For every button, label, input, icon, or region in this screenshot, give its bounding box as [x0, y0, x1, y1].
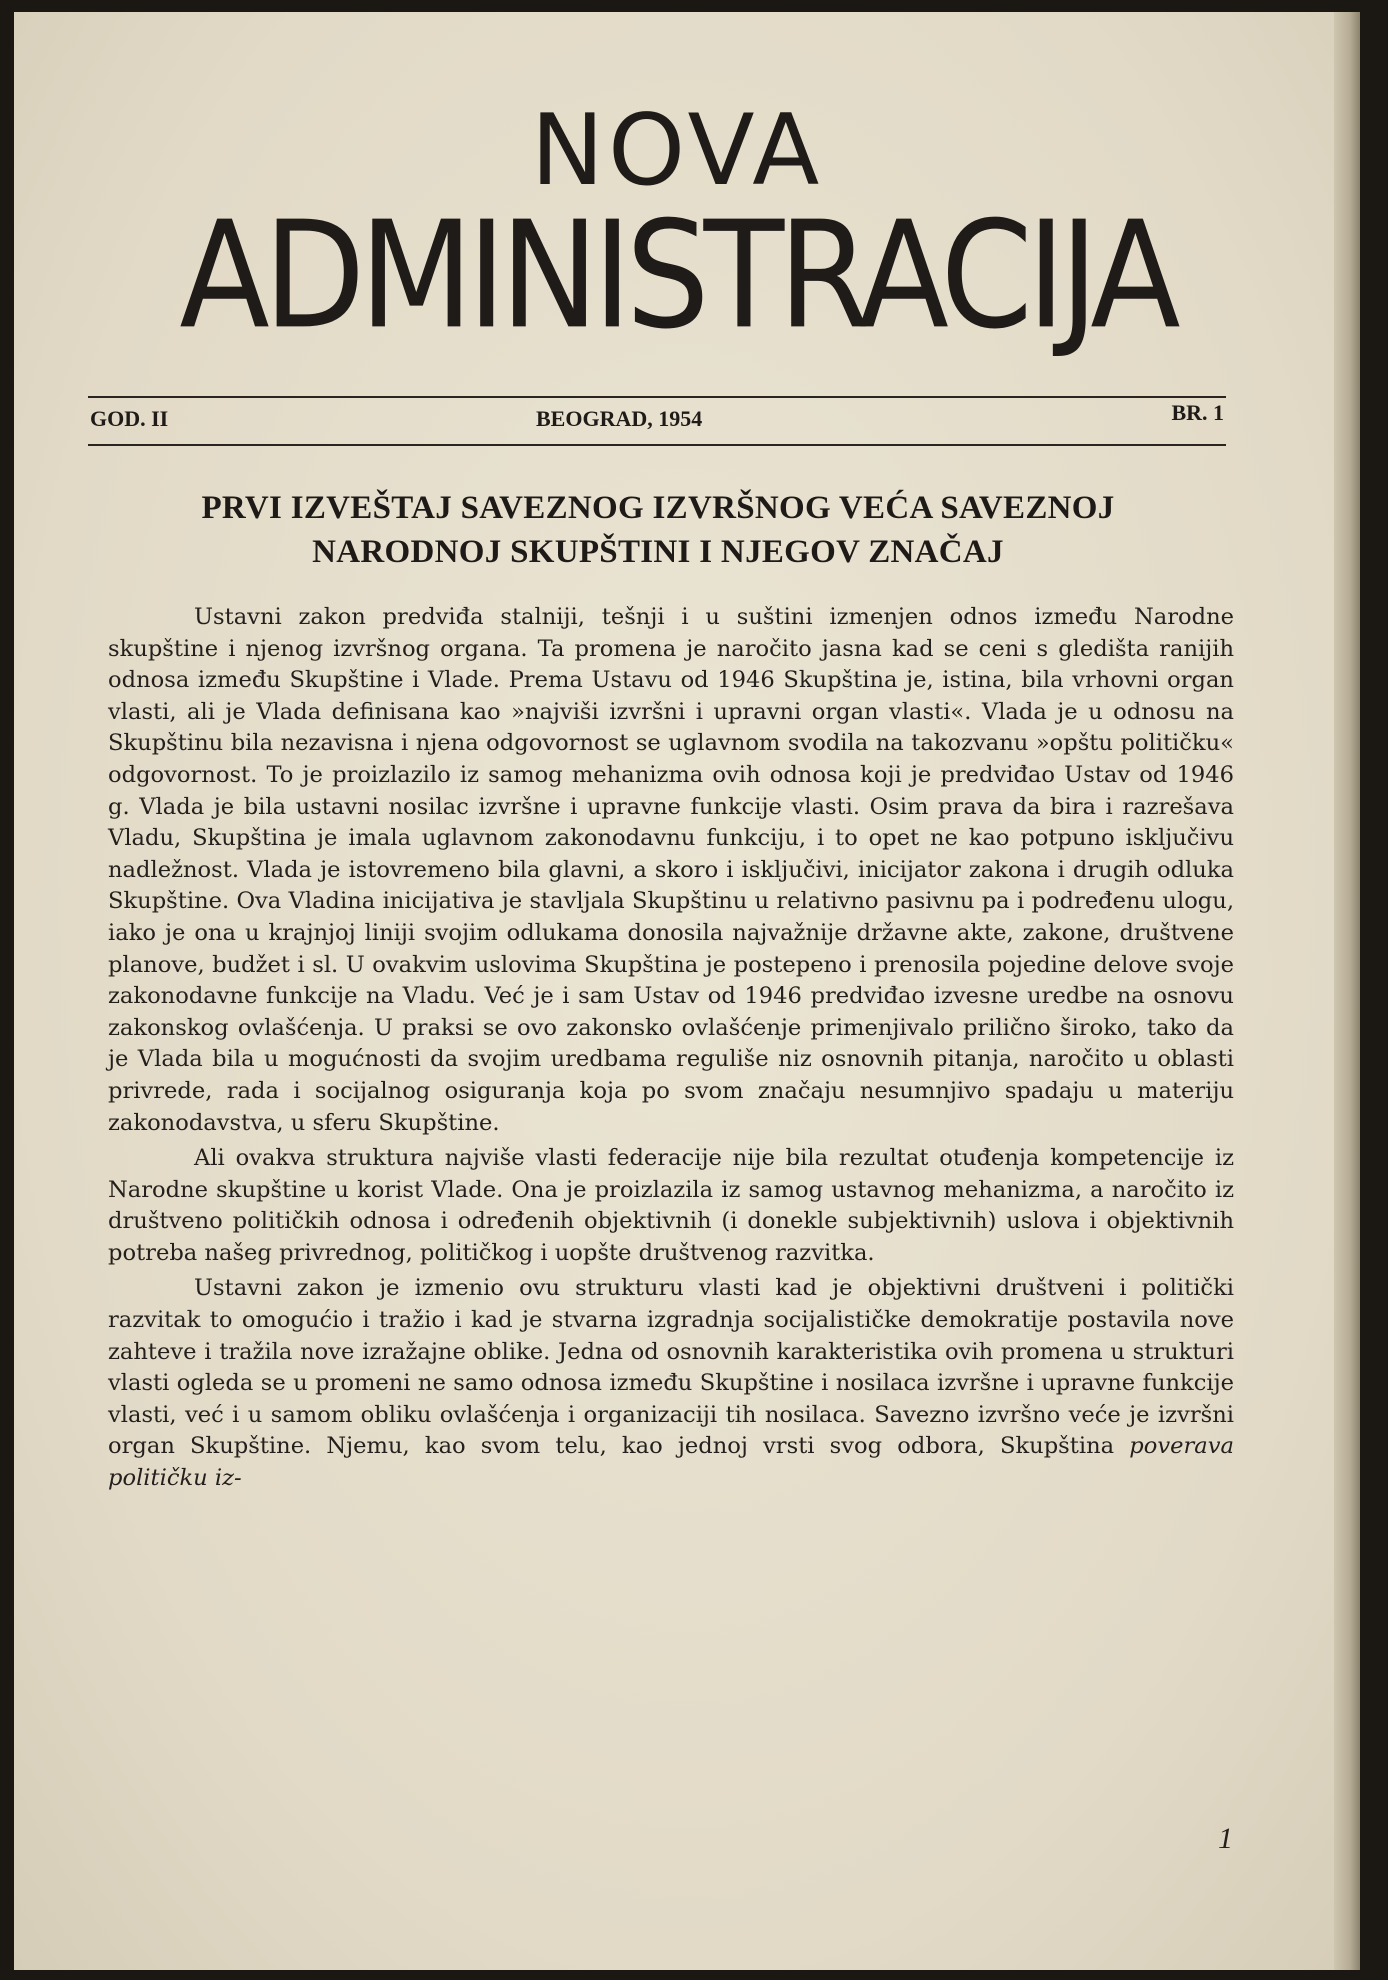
binding-spine	[1334, 12, 1360, 1970]
issue-bar	[88, 400, 1226, 436]
article-title	[88, 486, 1228, 574]
article-paragraph-3-italic: poverava političku iz-	[108, 1433, 1234, 1492]
article-paragraph-2: Ali ovakva struktura najviše vlasti federacije nije bila rezultat otuđenja kompetencije iz Narodne skupštine u korist Vlade. Ona je proizlazila iz samog ustavnog mehanizma, a naročito iz društveno političkih odnosa i određenih objektivnih (i donekle subjektivnih) uslova i objektivnih potreba našeg privrednog, političkog i uopšte društvenog razvitka.	[108, 1145, 1234, 1266]
article-paragraph-1: Ustavni zakon predviđa stalniji, tešnji i u suštini izmenjen odnos između Narodne skupštine i njenog izvršnog organa. Ta promena je naročito jasna kad se ceni s gledišta ranijih odnosa između Skupštine i Vlade. Prema Ustavu od 1946 Skupština je, istina, bila vrhovni organ vlasti, ali je Vlada definisana kao »najviši izvršni i upravni organ vlasti«. Vlada je u odnosu na Skupštinu bila nezavisna i njena odgovornost se uglavnom svodila na takozvanu »opštu političku« odgovornost. To je proizlazilo iz samog mehanizma ovih odnosa koji je predviđao Ustav od 1946 g. Vlada je bila ustavni nosilac izvršne i upravne funkcije vlasti. Osim prava da bira i razrešava Vladu, Skupština je imala uglavnom zakonodavnu funkciju, i to opet ne kao potpuno isključivu nadležnost. Vlada je istovremeno bila glavni, a skoro i isključivi, inicijator zakona i drugih odluka Skupštine. Ova Vladina inicijativa je stavljala Skupštinu u relativno pasivnu pa i podređenu ulogu, iako je ona u krajnjoj liniji svojim odlukama donosila najvažnije državne akte, zakone, društvene planove, budžet i sl. U ovakvim uslovima Skupština je postepeno i prenosila pojedine delove svoje zakonodavne funkcije na Vladu. Već je i sam Ustav od 1946 predviđao izvesne uredbe na osnovu zakonskog ovlašćenja. U praksi se ovo zakonsko ovlašćenje primenjivalo prilično široko, tako da je Vlada bila u mogućnosti da svojim uredbama reguliše niz osnovnih pitanja, naročito u oblasti privrede, rada i socijalnog osiguranja koja po svom značaju nesumnjivo spadaju u materiju zakonodavstva, u sferu Skupštine.	[108, 604, 1234, 1136]
article-title-line-2: NARODNOJ SKUPŠTINI I NJEGOV ZNAČAJ	[312, 534, 1004, 570]
issue-number: BR. 1	[1171, 400, 1224, 425]
issue-place-year: BEOGRAD, 1954	[536, 406, 703, 431]
page-number: 1	[1218, 1822, 1233, 1855]
article-body	[108, 602, 1234, 1499]
masthead-line-2: ADMINISTRACIJA	[179, 189, 1175, 363]
masthead-rule-bottom	[88, 444, 1226, 446]
masthead-rule-top	[88, 396, 1226, 398]
masthead-line-1: NOVA	[530, 94, 824, 208]
issue-volume: GOD. II	[90, 406, 169, 431]
article-title-line-1: PRVI IZVEŠTAJ SAVEZNOG IZVRŠNOG VEĆA SAVEZNOJ	[201, 490, 1115, 526]
article-paragraph-3	[108, 1273, 1234, 1494]
article-paragraph-3-text: Ustavni zakon je izmenio ovu strukturu vlasti kad je objektivni društveni i politički razvitak to omogućio i tražio i kad je stvarna izgradnja socijalističke demokratije postavila nove zahteve i tražila nove izražajne oblike. Jedna od osnovnih karakteristika ovih promena u strukturi vlasti ogleda se u promeni ne samo odnosa između Skupštine i nosilaca izvršne i upravne funkcije vlasti, već i u samom obliku ovlašćenja i organizaciji tih nosilaca. Savezno izvršno veće je izvršni organ Skupštine. Njemu, kao svom telu, kao jednoj vrsti svog odbora, Skupština	[108, 1275, 1234, 1460]
journal-page	[14, 12, 1360, 1970]
